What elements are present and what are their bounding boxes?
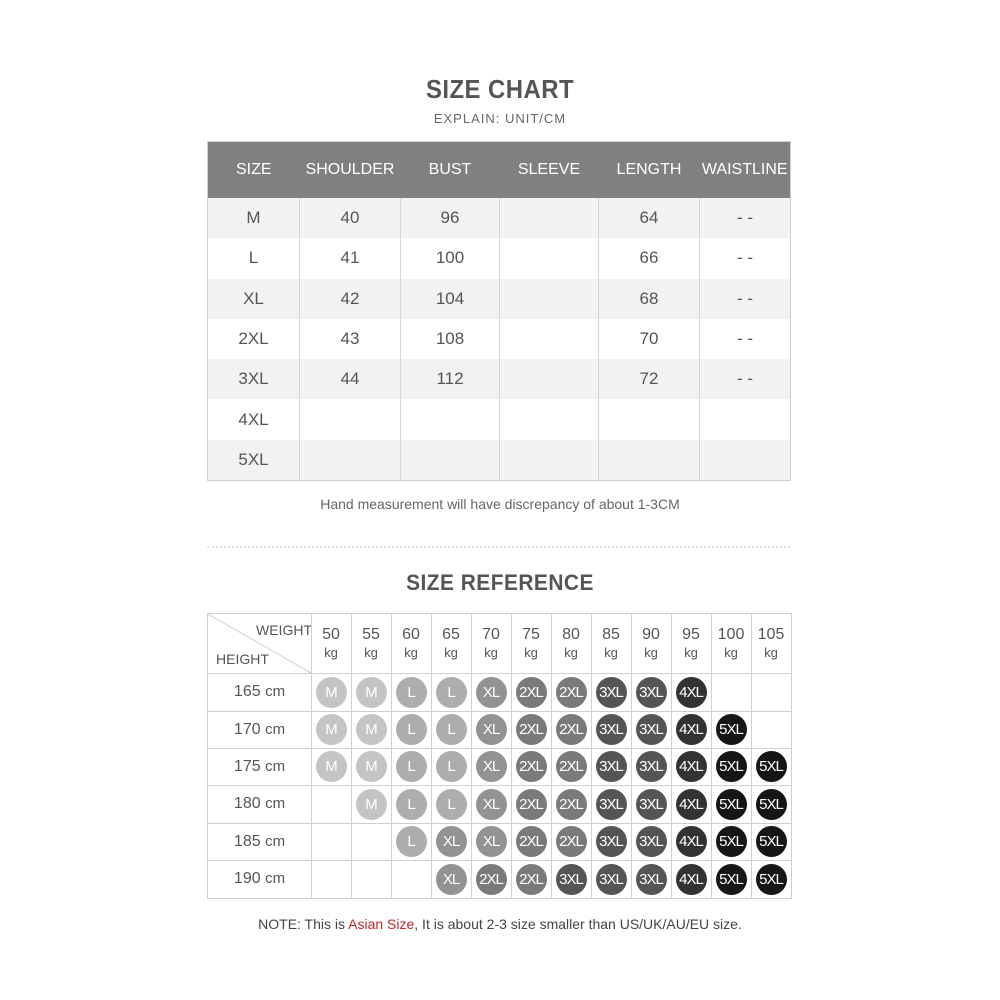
cell-shoulder xyxy=(300,440,401,481)
size-badge: L xyxy=(396,714,427,745)
size-chart-row xyxy=(208,359,791,399)
header-sleeve: SLEEVE xyxy=(500,142,599,199)
cell-bust: 96 xyxy=(401,198,500,238)
size-badge: 2XL xyxy=(516,714,547,745)
size-badge: 2XL xyxy=(556,789,587,820)
header-size: SIZE xyxy=(208,142,300,199)
weight-header xyxy=(551,626,591,662)
size-badge: M xyxy=(316,714,347,745)
size-badge: 5XL xyxy=(756,751,787,782)
cell-bust xyxy=(401,440,500,481)
size-badge: 3XL xyxy=(596,864,627,895)
size-badge: 4XL xyxy=(676,789,707,820)
size-chart-header-row xyxy=(208,142,791,199)
size-badge: M xyxy=(316,677,347,708)
size-badge: L xyxy=(396,826,427,857)
size-badge: M xyxy=(356,714,387,745)
cell-length xyxy=(599,399,700,439)
weight-value: 85 xyxy=(602,626,620,643)
cell-length xyxy=(599,440,700,481)
cell-bust xyxy=(401,399,500,439)
cell-sleeve xyxy=(500,319,599,359)
size-badge: 4XL xyxy=(676,751,707,782)
size-badge: 3XL xyxy=(596,677,627,708)
cell-shoulder xyxy=(300,399,401,439)
height-value: 185 xyxy=(233,833,261,850)
height-unit: cm xyxy=(265,721,286,738)
cell-shoulder: 42 xyxy=(300,279,401,319)
cell-size: 3XL xyxy=(208,359,300,399)
size-badge: 5XL xyxy=(716,714,747,745)
note-highlight: Asian Size xyxy=(348,916,415,932)
size-badge: 2XL xyxy=(516,826,547,857)
size-badge: 3XL xyxy=(596,826,627,857)
weight-unit: kg xyxy=(324,645,338,660)
height-unit: cm xyxy=(265,833,286,850)
cell-waistline: - - xyxy=(700,319,791,359)
weight-unit: kg xyxy=(364,645,378,660)
size-badge: 5XL xyxy=(716,789,747,820)
height-value: 170 xyxy=(233,721,261,738)
cell-length: 66 xyxy=(599,238,700,278)
size-badge: 2XL xyxy=(556,677,587,708)
weight-unit: kg xyxy=(404,645,418,660)
size-badge: L xyxy=(436,751,467,782)
size-badge: 3XL xyxy=(636,751,667,782)
weight-header xyxy=(711,626,751,662)
weight-value: 95 xyxy=(682,626,700,643)
size-reference-title: SIZE REFERENCE xyxy=(406,570,594,595)
size-badge: XL xyxy=(476,714,507,745)
size-badge: XL xyxy=(436,864,467,895)
size-badge: L xyxy=(396,789,427,820)
size-badge: 5XL xyxy=(756,826,787,857)
weight-header xyxy=(631,626,671,662)
size-chart-table xyxy=(207,141,791,481)
cell-bust: 104 xyxy=(401,279,500,319)
height-unit: cm xyxy=(265,795,286,812)
weight-header xyxy=(311,626,351,662)
weight-value: 65 xyxy=(442,626,460,643)
size-badge: XL xyxy=(476,826,507,857)
cell-length: 68 xyxy=(599,279,700,319)
weight-unit: kg xyxy=(564,645,578,660)
cell-waistline xyxy=(700,399,791,439)
height-header xyxy=(208,823,311,860)
weight-value: 90 xyxy=(642,626,660,643)
cell-waistline: - - xyxy=(700,359,791,399)
cell-sleeve xyxy=(500,238,599,278)
height-value: 180 xyxy=(233,795,261,812)
size-badge: 2XL xyxy=(516,677,547,708)
cell-sleeve xyxy=(500,198,599,238)
size-badge: L xyxy=(436,789,467,820)
cell-shoulder: 44 xyxy=(300,359,401,399)
cell-bust: 108 xyxy=(401,319,500,359)
height-axis-label: HEIGHT xyxy=(216,651,269,667)
size-badge: L xyxy=(436,677,467,708)
cell-size: 2XL xyxy=(208,319,300,359)
weight-header xyxy=(671,626,711,662)
size-chart-row xyxy=(208,440,791,481)
weight-axis-label: WEIGHT xyxy=(256,622,312,638)
cell-shoulder: 41 xyxy=(300,238,401,278)
cell-size: 4XL xyxy=(208,399,300,439)
cell-length: 64 xyxy=(599,198,700,238)
header-length: LENGTH xyxy=(599,142,700,199)
cell-bust: 112 xyxy=(401,359,500,399)
cell-waistline: - - xyxy=(700,279,791,319)
size-badge: 2XL xyxy=(516,789,547,820)
cell-length: 70 xyxy=(599,319,700,359)
header-waistline: WAISTLINE xyxy=(700,142,791,199)
weight-value: 80 xyxy=(562,626,580,643)
cell-sleeve xyxy=(500,359,599,399)
size-badge: 3XL xyxy=(636,864,667,895)
size-badge: 2XL xyxy=(476,864,507,895)
weight-unit: kg xyxy=(484,645,498,660)
weight-header xyxy=(391,626,431,662)
weight-unit: kg xyxy=(724,645,738,660)
size-badge: M xyxy=(316,751,347,782)
size-badge: 4XL xyxy=(676,677,707,708)
height-unit: cm xyxy=(265,683,286,700)
size-badge: 3XL xyxy=(556,864,587,895)
weight-value: 75 xyxy=(522,626,540,643)
size-badge: 3XL xyxy=(596,751,627,782)
weight-header xyxy=(351,626,391,662)
size-badge: 4XL xyxy=(676,864,707,895)
header-shoulder: SHOULDER xyxy=(300,142,401,199)
cell-shoulder: 43 xyxy=(300,319,401,359)
cell-waistline: - - xyxy=(700,238,791,278)
cell-shoulder: 40 xyxy=(300,198,401,238)
size-badge: L xyxy=(396,751,427,782)
size-badge: 5XL xyxy=(756,789,787,820)
size-badge: M xyxy=(356,789,387,820)
cell-size: L xyxy=(208,238,300,278)
size-badge: 3XL xyxy=(636,714,667,745)
size-badge: 3XL xyxy=(636,677,667,708)
size-badge: XL xyxy=(476,677,507,708)
header-bust: BUST xyxy=(401,142,500,199)
weight-value: 100 xyxy=(717,626,745,643)
note-prefix: NOTE: This is xyxy=(258,916,349,932)
size-badge: 4XL xyxy=(676,714,707,745)
measurement-note: Hand measurement will have discrepancy of about 1-3CM xyxy=(320,496,680,512)
cell-length: 72 xyxy=(599,359,700,399)
weight-value: 55 xyxy=(362,626,380,643)
height-header xyxy=(208,785,311,823)
weight-value: 60 xyxy=(402,626,420,643)
size-badge: 5XL xyxy=(756,864,787,895)
size-badge: L xyxy=(396,677,427,708)
height-header xyxy=(208,673,311,711)
weight-header xyxy=(591,626,631,662)
weight-value: 70 xyxy=(482,626,500,643)
size-chart-row xyxy=(208,238,791,278)
height-header xyxy=(208,860,311,898)
height-header xyxy=(208,711,311,748)
cell-sleeve xyxy=(500,399,599,439)
weight-header xyxy=(511,626,551,662)
size-badge: XL xyxy=(476,751,507,782)
size-badge: M xyxy=(356,677,387,708)
cell-sleeve xyxy=(500,279,599,319)
cell-size: M xyxy=(208,198,300,238)
size-badge: L xyxy=(436,714,467,745)
height-unit: cm xyxy=(265,870,286,887)
size-chart-row xyxy=(208,198,791,238)
weight-unit: kg xyxy=(604,645,618,660)
cell-waistline xyxy=(700,440,791,481)
size-badge: 2XL xyxy=(556,714,587,745)
cell-waistline: - - xyxy=(700,198,791,238)
size-chart-row xyxy=(208,319,791,359)
weight-value: 105 xyxy=(757,626,785,643)
size-badge: 2XL xyxy=(556,826,587,857)
weight-unit: kg xyxy=(764,645,778,660)
size-badge: 3XL xyxy=(596,789,627,820)
size-chart-row xyxy=(208,399,791,439)
size-badge: XL xyxy=(476,789,507,820)
weight-unit: kg xyxy=(644,645,658,660)
weight-value: 50 xyxy=(322,626,340,643)
size-badge: 4XL xyxy=(676,826,707,857)
weight-unit: kg xyxy=(684,645,698,660)
size-chart-title: SIZE CHART xyxy=(425,74,575,104)
note-suffix: , It is about 2-3 size smaller than US/UK/AU/EU size. xyxy=(414,916,742,932)
cell-sleeve xyxy=(500,440,599,481)
cell-bust: 100 xyxy=(401,238,500,278)
size-badge: 2XL xyxy=(516,864,547,895)
size-badge: 2XL xyxy=(516,751,547,782)
size-badge: 5XL xyxy=(716,826,747,857)
size-badge: 5XL xyxy=(716,864,747,895)
cell-size: 5XL xyxy=(208,440,300,481)
size-badge: 2XL xyxy=(556,751,587,782)
size-badge: 5XL xyxy=(716,751,747,782)
height-unit: cm xyxy=(265,758,286,775)
size-chart-row xyxy=(208,279,791,319)
weight-unit: kg xyxy=(524,645,538,660)
cell-size: XL xyxy=(208,279,300,319)
size-reference-grid xyxy=(207,613,792,899)
height-value: 175 xyxy=(233,758,261,775)
size-chart-subtitle: EXPLAIN: UNIT/CM xyxy=(433,111,567,126)
weight-unit: kg xyxy=(444,645,458,660)
height-value: 190 xyxy=(233,870,261,887)
asian-size-note xyxy=(0,916,1000,932)
weight-header xyxy=(751,626,791,662)
size-badge: 3XL xyxy=(636,789,667,820)
size-badge: 3XL xyxy=(596,714,627,745)
section-divider xyxy=(207,546,790,548)
height-value: 165 xyxy=(233,683,261,700)
weight-header xyxy=(471,626,511,662)
size-badge: 3XL xyxy=(636,826,667,857)
size-badge: XL xyxy=(436,826,467,857)
weight-header xyxy=(431,626,471,662)
height-header xyxy=(208,748,311,785)
size-badge: M xyxy=(356,751,387,782)
